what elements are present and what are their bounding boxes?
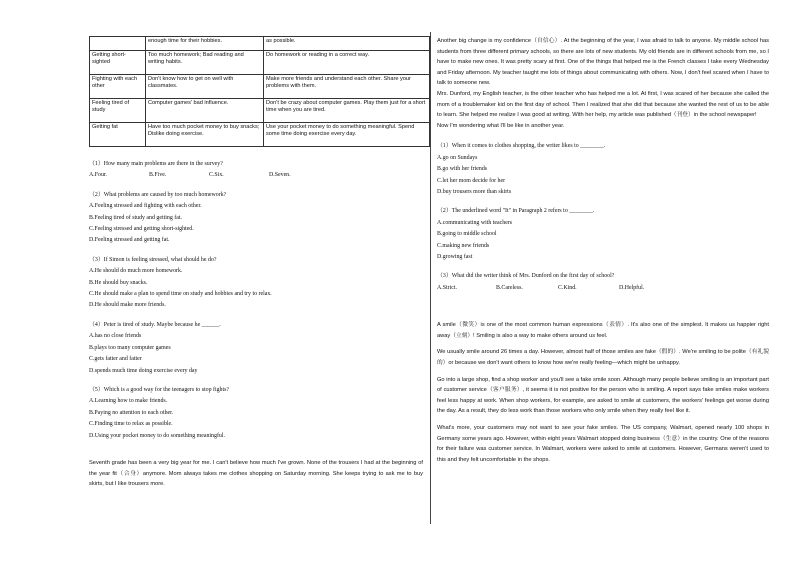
passage-paragraph: Go into a large shop, find a shop worker and you'll see a fake smile soon. Although many people believe smiling is an important part of customer service（客户服务）, it seems it is not positive for the person who is smiling. A report says fake smiles make workers feel less happy at work. When shop workers, for example, are asked to smile at customers, the workers' feelings get worse during the day. As a result, they do less work than those workers who only smile when they really feel like it. [437, 376, 769, 415]
column-divider [430, 32, 431, 524]
option-b[interactable]: B.Careless. [496, 284, 523, 291]
advice-cell: Don't be crazy about computer games. Play them just for a short time when you are tired. [264, 99, 430, 123]
option-b[interactable]: B.Paying no attention to each other. [89, 409, 174, 416]
options-row [89, 170, 423, 181]
option-a[interactable]: A.communicating with teachers [437, 219, 513, 226]
question-stem: （4）Peter is tired of study. Maybe because he ______. [89, 321, 221, 328]
option-d[interactable]: D.Feeling stressed and getting fat. [89, 237, 170, 244]
passage-paragraph: What's more, your customers may not want to see your fake smiles. The US company, Walmart, opened nearly 100 shops in Germany some years ago. However, within eight years Walmart stopped doing business（生意）in the country. One of the reasons for their failure was customer service. In Walmart, workers were asked to smile at customers. However, Germans weren't used to this and they felt uncomfortable in the shops. [437, 424, 769, 463]
passage-paragraph: Mrs. Dunford, my English teacher, is the other teacher who has helped me a lot. At first, I was scared of her because she called the mom of a troublemaker kid on the first day of school. Then I realized that she did that because she wanted the rest of us to be able to learn. She helped me realize I was good at writing. With her help, my article was published（刊登）in the school newspaper! [437, 90, 769, 119]
reason-cell: Too much homework; Bad reading and writing habits. [146, 51, 264, 75]
passage-paragraph: We usually smile around 26 times a day. However, almost half of those smiles are fake（假的）. We're smiling to be polite（有礼貌的）or because we don't want others to know how we're really feeling—which might be unhappy. [437, 349, 769, 366]
advice-cell: as possible. [264, 37, 430, 51]
advice-cell: Use your pocket money to do something meaningful. Spend some time doing exercise every day. [264, 123, 430, 147]
reason-cell: enough time for their hobbies. [146, 37, 264, 51]
table-row [90, 75, 430, 99]
option-a[interactable]: A.Feeling stressed and fighting with each other. [89, 203, 202, 210]
reason-cell: Have too much pocket money to buy snacks; Dislike doing exercise. [146, 123, 264, 147]
option-c[interactable]: C.Kind. [558, 284, 577, 291]
question-stem: （2）The underlined word "It" in Paragraph 2 refers to ________. [437, 208, 595, 215]
option-d[interactable]: D.buy trousers more than skirts [437, 188, 512, 195]
table-row [90, 123, 430, 147]
option-c[interactable]: C.Six. [209, 172, 224, 179]
right-column [437, 36, 769, 465]
problem-cell: Feeling tired of study [90, 99, 146, 123]
problem-cell [90, 37, 146, 51]
option-c[interactable]: C.Feeling stressed and getting short-sighted. [89, 226, 194, 233]
passage-paragraph: Seventh grade has been a very big year for me. I can't believe how much I've grown. None of the trousers I had at the beginning of the year fit（合身）anymore. Mom always takes me clothes shopping on Saturday morning. She keeps trying to ask me to buy skirts, but I like trousers more. [89, 459, 423, 488]
problem-cell: Getting fat [90, 123, 146, 147]
left-question-4 [89, 320, 423, 377]
passage-paragraph: A smile（微笑）is one of the most common human expressions（表情）. It's also one of the simplest. It makes us happier right away（立刻）! Smiling is also a way to make others around us feel. [437, 322, 769, 339]
option-d[interactable]: D.growing fast [437, 254, 473, 260]
option-d[interactable]: D.Using your pocket money to do something meaningful. [89, 432, 225, 439]
question-stem: （5）Which is a good way for the teenagers to stop fights? [89, 386, 230, 393]
reason-cell: Computer games' bad influence. [146, 99, 264, 123]
question-stem: （3）What did the writer think of Mrs. Dunford on the first day of school? [437, 273, 615, 280]
problem-cell: Getting short-sighted [90, 51, 146, 75]
option-b[interactable]: B.Five. [149, 172, 167, 179]
option-a[interactable]: A.Learning how to make friends. [89, 398, 168, 405]
table-row [90, 37, 430, 51]
option-b[interactable]: B.Feeling tired of study and getting fat. [89, 214, 182, 221]
option-a[interactable]: A.has no close friends [89, 333, 142, 340]
option-c[interactable]: C.gets fatter and fatter [89, 356, 142, 363]
option-c[interactable]: C.He should make a plan to spend time on study and hobbies and try to relax. [89, 291, 272, 298]
left-question-3 [89, 255, 423, 312]
left-question-2 [89, 190, 423, 247]
left-question-5 [89, 385, 423, 442]
passage-smile [437, 320, 769, 465]
reason-cell: Don't know how to get on well with classmates. [146, 75, 264, 99]
option-a[interactable]: A.Four. [89, 172, 108, 179]
option-c[interactable]: C.let her mom decide for her [437, 177, 506, 184]
question-stem: （2）What problems are caused by too much homework? [89, 191, 227, 198]
option-a[interactable]: A.He should do much more homework. [89, 268, 183, 275]
question-stem: （1）When it comes to clothes shopping, the writer likes to ________. [437, 143, 606, 150]
left-column [89, 36, 426, 490]
passage-paragraph: Another big change is my confidence（自信心）. At the beginning of the year, I was afraid to talk to anyone. My middle school has students from three different primary schools, so there are lots of new students. My old friends are in different schools from me, so I have to make new ones. It was pretty scary at first. One of the things that helped me is the French classes I take every Wednesday and Friday afternoon. My teacher taught me lots of things about communicating with others. Now, I don't feel scared when I have to talk to someone new. [437, 38, 769, 87]
option-b[interactable]: B.He should buy snacks. [89, 279, 148, 286]
option-d[interactable]: D.spends much time doing exercise every day [89, 367, 198, 374]
advice-cell: Do homework or reading in a correct way. [264, 51, 430, 75]
options-row [437, 283, 769, 294]
problem-cell: Fighting with each other [90, 75, 146, 99]
option-b[interactable]: B.going to middle school [437, 231, 497, 238]
option-d[interactable]: D.Seven. [269, 172, 291, 179]
option-b[interactable]: B.go with her friends [437, 166, 488, 173]
option-b[interactable]: B.plays too many computer games [89, 344, 171, 351]
option-a[interactable]: A.go on Sundays [437, 154, 478, 161]
table-row [90, 99, 430, 123]
left-question-1 [89, 159, 423, 182]
option-a[interactable]: A.Strict. [437, 284, 457, 291]
right-question-3 [437, 271, 769, 294]
survey-table [89, 36, 430, 147]
passage-paragraph: Now I'm wondering what I'll be like in another year. [437, 122, 565, 129]
question-stem: （1）How many main problems are there in the survey? [89, 161, 223, 167]
table-row [90, 51, 430, 75]
option-c[interactable]: C.Finding time to relax as possible. [89, 421, 173, 428]
option-d[interactable]: D.Helpful. [619, 284, 645, 291]
right-question-1 [437, 141, 769, 198]
right-question-2 [437, 206, 769, 263]
option-c[interactable]: C.making new friends [437, 242, 490, 249]
advice-cell: Make more friends and understand each other. Share your problems with them. [264, 75, 430, 99]
option-d[interactable]: D.He should make more friends. [89, 302, 166, 309]
question-stem: （3）If Simon is feeling stressed, what should he do? [89, 256, 217, 263]
